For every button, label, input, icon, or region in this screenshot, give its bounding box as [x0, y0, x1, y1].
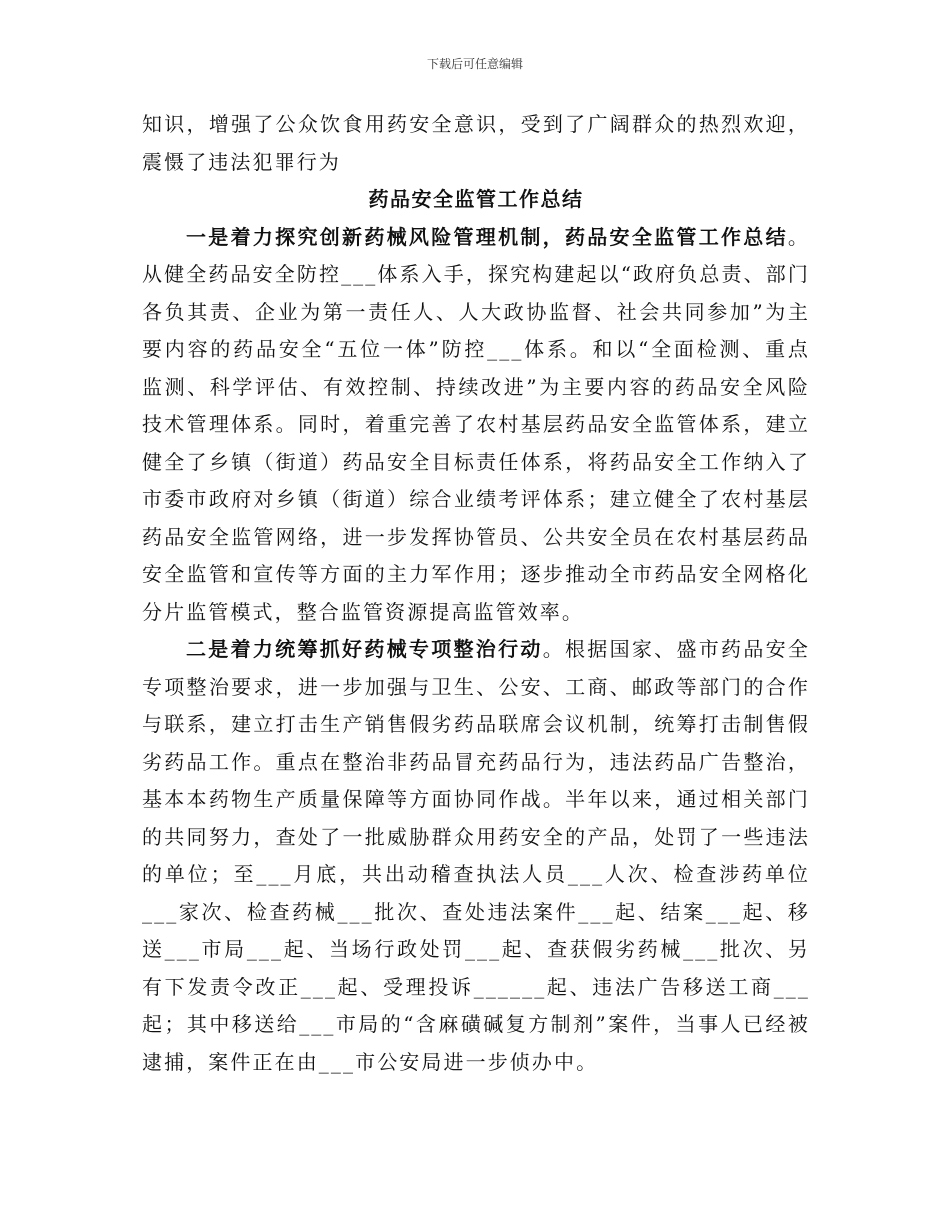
- section-1-heading-end: 。: [787, 224, 810, 249]
- intro-paragraph: 知识，增强了公众饮食用药安全意识，受到了广阔群众的热烈欢迎，震慑了违法犯罪行为: [142, 112, 810, 174]
- page-header: 下载后可任意编辑: [426, 57, 523, 71]
- document-body: [142, 106, 810, 1081]
- section-1-heading: 一是着力探究创新药械风险管理机制，药品安全监管工作总结: [186, 224, 788, 249]
- section-2-heading: 二是着力统筹抓好药械专项整治行动: [186, 637, 543, 661]
- section-2-body: 。根据国家、盛市药品安全专项整治要求，进一步加强与卫生、公安、工商、邮政等部门的合作与联系，建立打击生产销售假劣药品联席会议机制，统筹打击制售假劣药品工作。重点在整治非药品冒充药品行为，违法药品广告整治，基本本药物生产质量保障等方面协同作战。半年以来，通过相关部门的共同努力，查处了一批威胁群众用药安全的产品，处罚了一些违法的单位；至___月底，共出动稽查执法人员___人次、检查涉药单位___家次、检查药械___批次、查处违法案件___起、结案___起、移送___市局___起、当场行政处罚___起、查获假劣药械___批次、另有下发责令改正___起、受理投诉______起、违法广告移送工商___起；其中移送给___市局的“含麻磺碱复方制剂”案件，当事人已经被逮捕，案件正在由___市公安局进一步侦办中。: [142, 637, 811, 1074]
- section-1-paragraph: [142, 219, 810, 632]
- section-1-body: 从健全药品安全防控___体系入手，探究构建起以“政府负总责、部门各负其责、企业为第一责任人、人大政协监督、社会共同参加”为主要内容的药品安全“五位一体”防控___体系。和以“全面检测、重点监测、科学评估、有效控制、持续改进”为主要内容的药品安全风险技术管理体系。同时，着重完善了农村基层药品安全监管体系，建立健全了乡镇（街道）药品安全目标责任体系，将药品安全工作纳入了市委市政府对乡镇（街道）综合业绩考评体系；建立健全了农村基层药品安全监管网络，进一步发挥协管员、公共安全员在农村基层药品安全监管和宣传等方面的主力军作用；逐步推动全市药品安全网格化分片监管模式，整合监管资源提高监管效率。: [142, 262, 810, 624]
- document-title: 药品安全监管工作总结: [368, 187, 584, 211]
- section-2-paragraph: [142, 631, 810, 1081]
